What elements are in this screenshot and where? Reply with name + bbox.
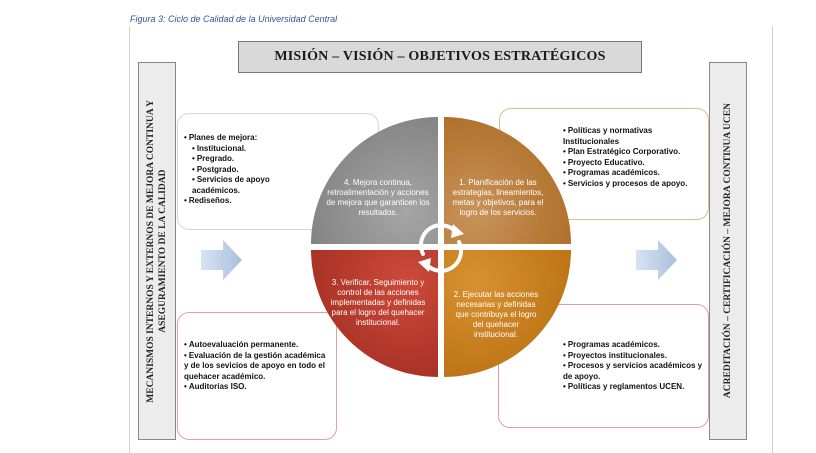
bullet-icon: •: [184, 133, 187, 142]
bullet-icon: •: [184, 350, 187, 360]
list-top-right: [563, 126, 700, 189]
list-item: [184, 133, 304, 144]
mission-vision-title: [238, 41, 642, 73]
bullet-icon: •: [184, 382, 187, 391]
mission-title-text: MISIÓN – VISIÓN – OBJETIVOS ESTRATÉGICOS: [274, 49, 606, 64]
list-item-text: Plan Estratégico Corporativo.: [567, 147, 681, 156]
list-item-text: Políticas y reglamentos UCEN.: [567, 382, 685, 391]
bullet-icon: •: [563, 147, 566, 156]
bullet-icon: •: [184, 196, 187, 205]
bullet-icon: •: [192, 143, 195, 153]
list-item: [563, 179, 700, 190]
list-item: [184, 382, 329, 393]
bullet-icon: •: [563, 157, 566, 167]
list-item: [563, 340, 703, 351]
right-side-bar: [709, 62, 747, 440]
list-item: [563, 351, 703, 362]
list-item: [184, 340, 329, 351]
arrow-left-right-icon: [201, 240, 243, 280]
quadrant-2-text: 2. Ejecutar las acciones necesarias y definidas que contribuya el logro del quehacer institucional.: [453, 290, 539, 339]
list-item: [184, 144, 304, 155]
quadrant-1-text: 1. Planificación de las estrategias, lineamientos, metas y objetivos, para el logro de los servicios.: [452, 178, 544, 217]
bullet-icon: •: [192, 154, 195, 163]
quality-cycle-circle: [306, 112, 576, 382]
list-item-text: Evaluación de la gestión académica y de los sevicios de apoyo en todo el quehacer académico.: [184, 350, 326, 381]
list-item-text: Procesos y servicios académicos y de apoyo.: [563, 361, 703, 381]
list-item: [184, 351, 329, 383]
bullet-icon: •: [192, 175, 195, 184]
bullet-icon: •: [192, 164, 195, 174]
bullet-icon: •: [563, 126, 566, 135]
bullet-icon: •: [563, 178, 566, 188]
page-margin-line-left: [129, 26, 130, 453]
list-item-text: Planes de mejora:: [188, 133, 258, 142]
bullet-icon: •: [184, 340, 187, 349]
right-side-text: ACREDITACIÓN – CERTIFICACIÓN – MEJORA CONTINUA UCEN: [723, 103, 733, 399]
list-item-text: Programas académicos.: [567, 340, 660, 349]
list-item: [184, 154, 304, 165]
list-item-text: Pregrado.: [196, 154, 235, 163]
page-margin-line-right: [772, 26, 773, 453]
bullet-icon: •: [563, 361, 566, 370]
list-item: [563, 147, 700, 158]
list-item-text: Rediseños.: [188, 196, 232, 205]
list-item-text: Servicios y procesos de apoyo.: [567, 178, 688, 188]
list-item: [563, 361, 703, 382]
list-item-text: Autoevaluación permanente.: [188, 340, 299, 349]
list-item: [184, 165, 304, 176]
list-bottom-left: [184, 340, 329, 393]
left-side-text: MECANISMOS INTERNOS Y EXTERNOS DE MEJORA CONTINUA Y ASEGURAMIENTO DE LA CALIDAD: [146, 99, 168, 403]
list-item-text: Postgrado.: [196, 164, 239, 174]
left-side-bar: [138, 62, 176, 440]
list-item-text: Servicios de apoyo académicos.: [192, 175, 270, 195]
bullet-icon: •: [563, 350, 566, 360]
figure-caption: Figura 3: Ciclo de Calidad de la Universidad Central: [130, 14, 338, 24]
list-item-text: Políticas y normativas Institucionales: [563, 126, 653, 146]
list-bottom-right: [563, 340, 703, 393]
list-top-left: [184, 133, 304, 207]
bullet-icon: •: [563, 340, 566, 349]
list-item-text: Programas académicos.: [567, 168, 660, 177]
list-item: [563, 158, 700, 169]
list-item-text: Proyecto Educativo.: [567, 157, 645, 167]
list-item: [563, 126, 700, 147]
bullet-icon: •: [563, 168, 566, 177]
list-item: [184, 175, 304, 196]
list-item-text: Institucional.: [196, 143, 247, 153]
quadrant-3-text: 3. Verificar, Seguimiento y control de las acciones implementadas y definidas para el logro del quehacer institucional.: [330, 278, 426, 327]
list-item: [563, 168, 700, 179]
quadrant-4-text: 4. Mejora continua, retroalimentación y acciones de mejora que garanticen los resultados.: [326, 178, 430, 217]
list-item: [563, 382, 703, 393]
list-item-text: Auditorías ISO.: [188, 382, 247, 391]
bullet-icon: •: [563, 382, 566, 391]
list-item-text: Proyectos institucionales.: [567, 350, 667, 360]
arrow-right-right-icon: [636, 240, 678, 280]
list-item: [184, 196, 304, 207]
